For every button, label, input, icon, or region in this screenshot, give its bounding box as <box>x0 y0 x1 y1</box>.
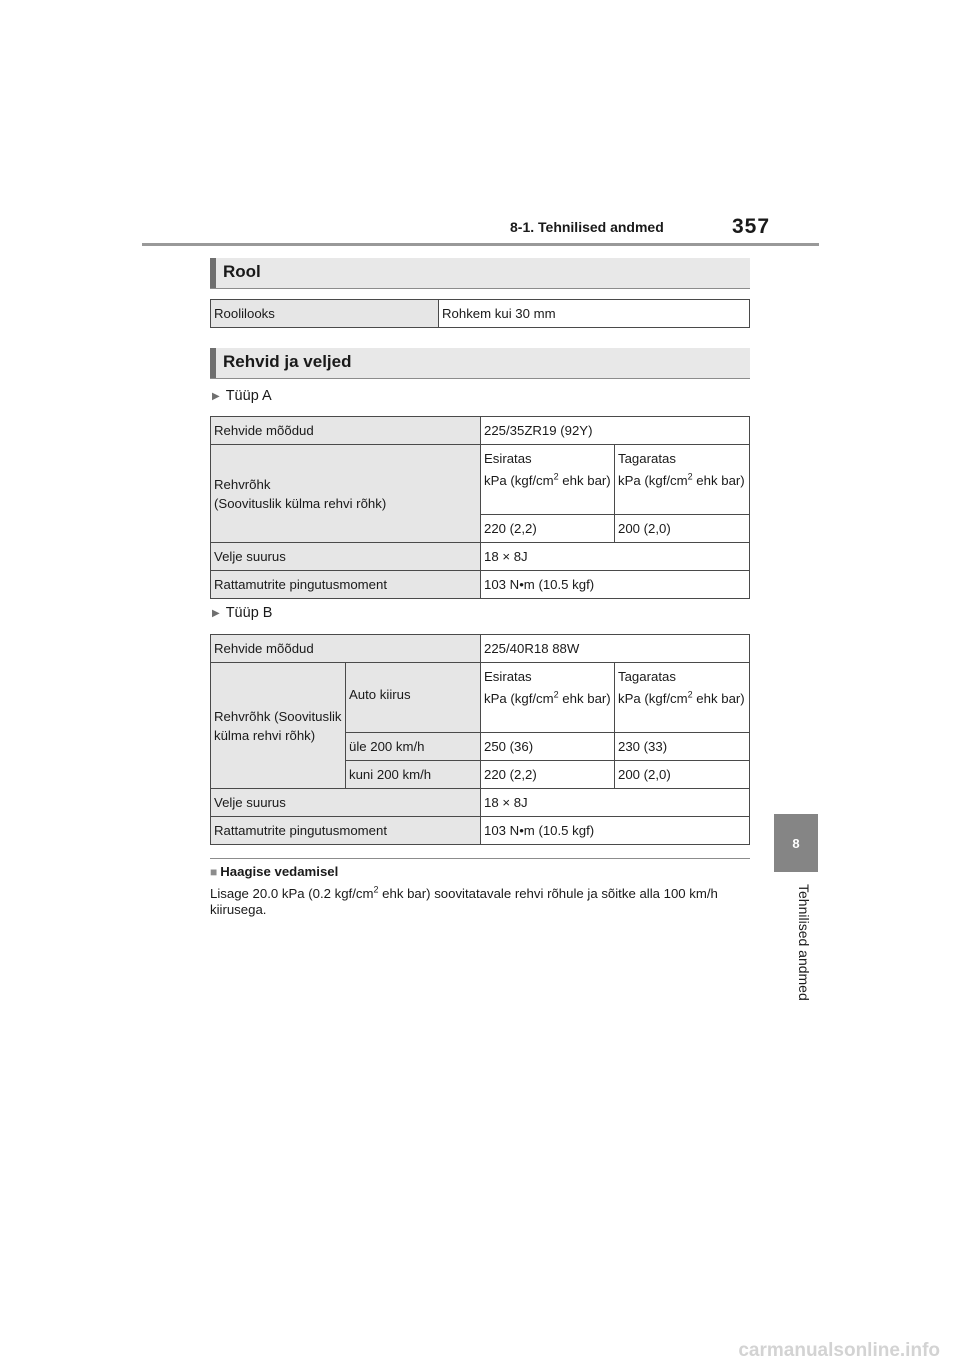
table-row <box>211 417 750 445</box>
page-number: 357 <box>732 215 771 238</box>
front-pressure-value: 250 (36) <box>481 733 615 761</box>
note-heading <box>210 864 338 879</box>
type-a-heading-text: Tüüp A <box>225 388 272 404</box>
tire-size-label: Rehvide mõõdud <box>211 417 481 445</box>
section-heading-tires <box>210 348 750 379</box>
table-row <box>211 789 750 817</box>
triangle-bullet-icon: ▶ <box>212 391 220 402</box>
tire-pressure-label: Rehvrõhk (Soovituslik külma rehvi rõhk) <box>211 663 346 789</box>
type-a-table <box>210 416 750 599</box>
table-row <box>211 635 750 663</box>
tire-size-label: Rehvide mõõdud <box>211 635 481 663</box>
rear-wheel-header <box>615 445 750 515</box>
type-b-heading-text: Tüüp B <box>225 605 273 621</box>
front-wheel-header <box>481 663 615 733</box>
note-body: Lisage 20.0 kPa (0.2 kgf/$cm^2$ ehk bar) soovitatavale rehvi rõhule ja sõitke alla 100 km/h kiirusega. <box>210 884 718 917</box>
steering-play-label: Roolilooks <box>211 300 439 328</box>
steering-play-value: Rohkem kui 30 mm <box>439 300 750 328</box>
rim-size-value: 18 × 8J <box>481 543 750 571</box>
watermark-text: carmanualsonline.info <box>738 1340 940 1361</box>
section-heading-text: Rehvid ja veljed <box>223 352 352 371</box>
vehicle-speed-label: Auto kiirus <box>346 663 481 733</box>
chapter-label: Tehnilised andmed <box>796 884 812 1001</box>
front-pressure-value: 220 (2,2) <box>481 761 615 789</box>
rim-size-label: Velje suurus <box>211 543 481 571</box>
torque-value: 103 N•m (10.5 kgf) <box>481 571 750 599</box>
rear-pressure-value: 200 (2,0) <box>615 761 750 789</box>
torque-label: Rattamutrite pingutusmoment <box>211 571 481 599</box>
rear-pressure-value: 230 (33) <box>615 733 750 761</box>
torque-label: Rattamutrite pingutusmoment <box>211 817 481 845</box>
table-row <box>211 543 750 571</box>
pressure-unit: kPa ($kgf/cm^2$ ehk bar) <box>618 471 745 488</box>
pressure-unit: kPa ($kgf/cm^2$ ehk bar) <box>484 689 611 706</box>
speed-value: üle 200 km/h <box>346 733 481 761</box>
header-divider <box>142 243 819 246</box>
table-row <box>211 663 750 733</box>
tire-size-value: 225/35ZR19 (92Y) <box>481 417 750 445</box>
watermark <box>0 1340 960 1361</box>
rear-pressure-value: 200 (2,0) <box>615 515 750 543</box>
note-heading-text: Haagise vedamisel <box>220 864 339 879</box>
tire-pressure-label-line: Rehvrõhk <box>214 476 271 492</box>
rear-wheel-label: Tagaratas <box>618 669 676 684</box>
tire-pressure-label-line: (Soovituslik külma rehvi rõhk) <box>214 495 387 511</box>
table-row <box>211 300 750 328</box>
square-bullet-icon: ■ <box>210 865 218 879</box>
torque-value: 103 N•m (10.5 kgf) <box>481 817 750 845</box>
table-row <box>211 445 750 515</box>
table-row <box>211 817 750 845</box>
triangle-bullet-icon: ▶ <box>212 608 220 619</box>
section-title: 8-1. Tehnilised andmed <box>510 219 664 235</box>
rear-wheel-header <box>615 663 750 733</box>
rim-size-value: 18 × 8J <box>481 789 750 817</box>
tire-pressure-label <box>211 445 481 543</box>
heading-bar <box>210 258 216 288</box>
type-a-heading <box>212 388 272 404</box>
table-row <box>211 571 750 599</box>
pressure-unit: kPa ($kgf/cm^2$ ehk bar) <box>484 471 611 488</box>
front-wheel-label: Esiratas <box>484 669 532 684</box>
front-pressure-value: 220 (2,2) <box>481 515 615 543</box>
type-b-heading <box>212 605 272 621</box>
pressure-unit: kPa ($kgf/cm^2$ ehk bar) <box>618 689 745 706</box>
rear-wheel-label: Tagaratas <box>618 451 676 466</box>
front-wheel-label: Esiratas <box>484 451 532 466</box>
front-wheel-header <box>481 445 615 515</box>
chapter-tab[interactable]: 8 <box>774 814 818 872</box>
section-heading-rool <box>210 258 750 289</box>
heading-bar <box>210 348 216 378</box>
rim-size-label: Velje suurus <box>211 789 481 817</box>
steering-table <box>210 299 750 328</box>
tire-size-value: 225/40R18 88W <box>481 635 750 663</box>
section-heading-text: Rool <box>223 262 261 281</box>
type-b-table <box>210 634 750 845</box>
note-divider <box>210 858 750 859</box>
speed-value: kuni 200 km/h <box>346 761 481 789</box>
